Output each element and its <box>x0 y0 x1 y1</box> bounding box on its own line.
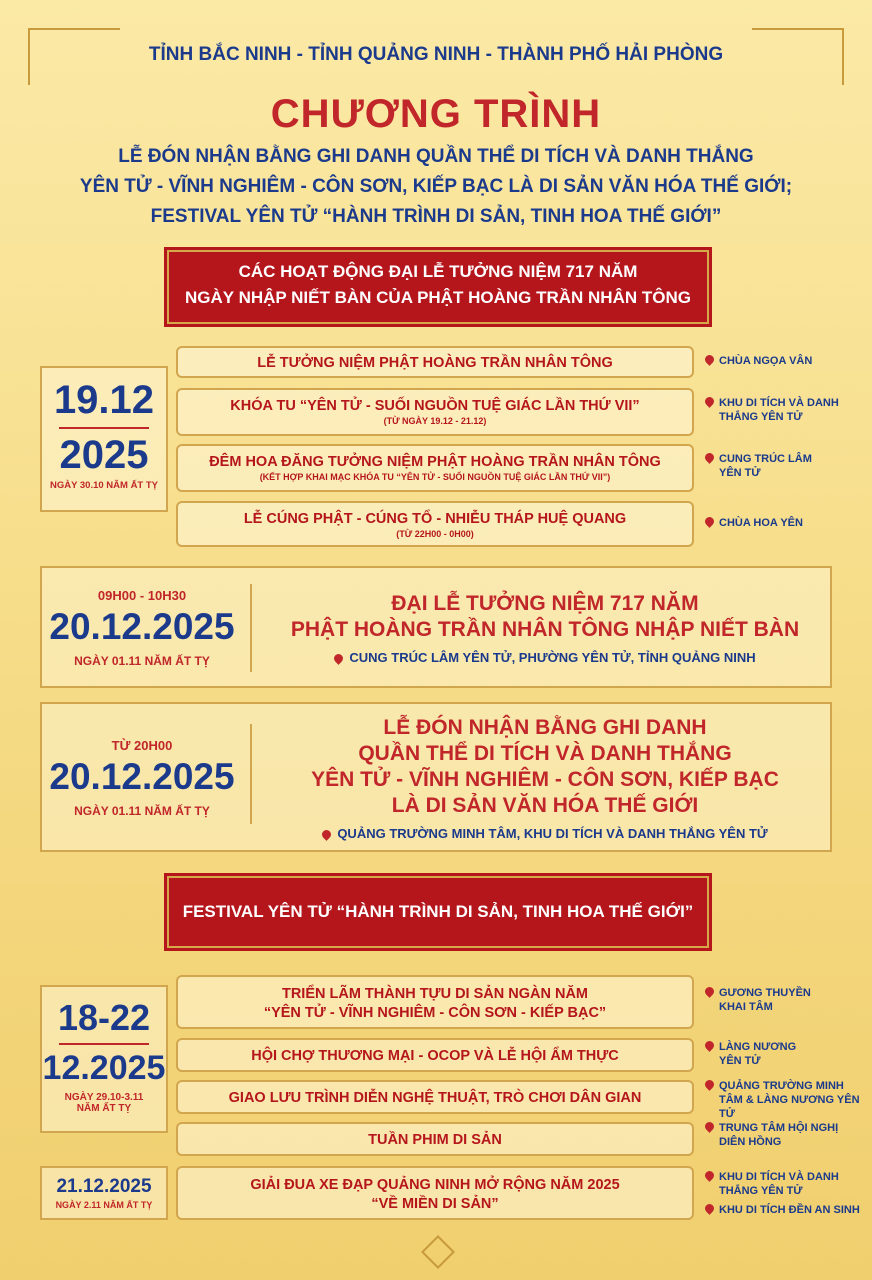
row-title: ĐÊM HOA ĐĂNG TƯỞNG NIỆM PHẬT HOÀNG TRẦN NHÂN TÔNG <box>209 454 661 470</box>
event1-time: 09H00 - 10H30 <box>97 588 187 603</box>
list-item <box>176 346 694 378</box>
row-location <box>705 1040 809 1068</box>
location-text: CHÙA NGỌA VÂN <box>719 355 813 367</box>
date-day: 19.12 <box>53 378 155 422</box>
subtitle-line-2: YÊN TỬ - VĨNH NGHIÊM - CÔN SƠN, KIẾP BẠC LÀ DI SẢN VĂN HÓA THẾ GIỚI; <box>79 176 793 197</box>
location-text: KHU DI TÍCH VÀ DANH THẮNG YÊN TỬ <box>719 1171 839 1197</box>
row-location <box>705 452 829 480</box>
row-note: (TỪ 22H00 - 0H00) <box>396 529 474 539</box>
location-text: QUẢNG TRƯỜNG MINH TÂM & LÀNG NƯƠNG YÊN TỬ <box>719 1080 860 1120</box>
map-pin-icon <box>703 1169 716 1182</box>
event2-box <box>40 702 832 852</box>
location-text: TRUNG TÂM HỘI NGHỊ DIÊN HỒNG <box>719 1122 839 1148</box>
event2-title-line-2: QUẦN THỂ DI TÍCH VÀ DANH THẮNG <box>358 742 732 765</box>
row-location <box>705 1121 849 1149</box>
row-note: (TỪ NGÀY 19.12 - 21.12) <box>383 416 487 426</box>
row-title: LỄ TƯỞNG NIỆM PHẬT HOÀNG TRẦN NHÂN TÔNG <box>257 355 613 371</box>
map-pin-icon <box>703 353 716 366</box>
date-divider <box>59 427 149 429</box>
location-text: KHU DI TÍCH VÀ DANH THẮNG YÊN TỬ <box>719 397 839 423</box>
row-title: LỄ CÚNG PHẬT - CÚNG TỔ - NHIỄU THÁP HUỆ QUANG <box>243 511 627 527</box>
row-location <box>705 1079 869 1121</box>
location-text: KHU DI TÍCH ĐỀN AN SINH <box>719 1204 860 1216</box>
map-pin-icon <box>703 1202 716 1215</box>
bike-date-box <box>40 1166 168 1220</box>
section2-date-box <box>40 985 168 1133</box>
row-location <box>705 1170 869 1198</box>
bike-date: 21.12.2025 <box>56 1176 152 1197</box>
event2-lunar: NGÀY 01.11 NĂM ẤT TỴ <box>74 804 210 818</box>
event2-time: TỪ 20H00 <box>111 738 173 753</box>
section1-banner <box>167 250 709 324</box>
event2-title-line-4: LÀ DI SẢN VĂN HÓA THẾ GIỚI <box>391 794 699 817</box>
row-title: TUẦN PHIM DI SẢN <box>368 1132 502 1148</box>
row-location <box>705 1203 872 1217</box>
list-item <box>176 501 694 547</box>
list-item <box>176 1038 694 1072</box>
event1-box <box>40 566 832 688</box>
divider <box>250 724 252 824</box>
row-title-2: “YÊN TỬ - VĨNH NGHIÊM - CÔN SƠN - KIẾP BẠC” <box>263 1005 607 1021</box>
date-lunar: NGÀY 30.10 NĂM ẤT TỴ <box>49 480 159 491</box>
divider <box>250 584 252 672</box>
map-pin-icon <box>703 1120 716 1133</box>
location-text: CUNG TRÚC LÂM YÊN TỬ, PHƯỜNG YÊN TỬ, TỈNH QUẢNG NINH <box>349 650 756 665</box>
row-title: GIẢI ĐUA XE ĐẠP QUẢNG NINH MỞ RỘNG NĂM 2025 <box>250 1177 620 1193</box>
map-pin-icon <box>703 451 716 464</box>
location-text: LÀNG NƯƠNG YÊN TỬ <box>719 1041 797 1067</box>
event2-title-line-3: YÊN TỬ - VĨNH NGHIÊM - CÔN SƠN, KIẾP BẠC <box>311 768 779 791</box>
row-title: HỘI CHỢ THƯƠNG MẠI - OCOP VÀ LỄ HỘI ẨM THỰC <box>251 1048 619 1064</box>
row-title: TRIỂN LÃM THÀNH TỰU DI SẢN NGÀN NĂM <box>281 986 589 1002</box>
event1-title-line-1: ĐẠI LỄ TƯỞNG NIỆM 717 NĂM <box>391 592 699 615</box>
event1-location <box>256 650 834 665</box>
list-item <box>176 975 694 1029</box>
map-pin-icon <box>320 828 333 841</box>
event2-date: 20.12.2025 <box>49 756 235 797</box>
location-text: QUẢNG TRƯỜNG MINH TÂM, KHU DI TÍCH VÀ DANH THẮNG YÊN TỬ <box>337 826 768 841</box>
row-title: KHÓA TU “YÊN TỬ - SUỐI NGUỒN TUỆ GIÁC LẦN THỨ VII” <box>230 398 640 414</box>
map-pin-icon <box>703 985 716 998</box>
list-item <box>176 1122 694 1156</box>
row-location <box>705 396 869 424</box>
date-year: 2025 <box>59 433 149 477</box>
event1-date: 20.12.2025 <box>49 606 235 647</box>
location-text: CHÙA HOA YÊN <box>719 517 803 529</box>
section1-banner-line-2: NGÀY NHẬP NIẾT BÀN CỦA PHẬT HOÀNG TRẦN NHÂN TÔNG <box>185 288 691 307</box>
date-range: 18-22 <box>57 997 151 1038</box>
list-item <box>176 388 694 436</box>
row-note: (KẾT HỢP KHAI MẠC KHÓA TU “YÊN TỬ - SUỐI NGUỒN TUỆ GIÁC LẦN THỨ VII”) <box>259 472 611 482</box>
subtitle-line-1: LỄ ĐÓN NHẬN BẰNG GHI DANH QUẦN THỂ DI TÍCH VÀ DANH THẮNG <box>118 146 754 167</box>
page-title: CHƯƠNG TRÌNH <box>270 92 602 136</box>
event2-location <box>256 826 834 841</box>
row-title-2: “VỀ MIỀN DI SẢN” <box>371 1196 499 1212</box>
event1-lunar: NGÀY 01.11 NĂM ẤT TỴ <box>74 654 210 668</box>
event1-title-line-2: PHẬT HOÀNG TRẦN NHÂN TÔNG NHẬP NIẾT BÀN <box>290 618 800 641</box>
bottom-ornament-icon <box>421 1235 455 1269</box>
row-location <box>705 516 803 530</box>
list-item <box>176 1080 694 1114</box>
list-item <box>176 1166 694 1220</box>
event2-title-line-1: LỄ ĐÓN NHẬN BẰNG GHI DANH <box>383 716 707 739</box>
date-month: 12.2025 <box>42 1049 166 1087</box>
row-location <box>705 986 819 1014</box>
map-pin-icon <box>333 652 346 665</box>
location-text: GƯƠNG THUYỀN KHAI TÂM <box>719 987 811 1013</box>
date-lunar-2: NĂM ẤT TỴ <box>76 1103 132 1114</box>
section1-banner-line-1: CÁC HOẠT ĐỘNG ĐẠI LỄ TƯỞNG NIỆM 717 NĂM <box>238 262 638 281</box>
map-pin-icon <box>703 395 716 408</box>
bike-lunar: NGÀY 2.11 NĂM ẤT TỴ <box>55 1200 153 1210</box>
subtitle-line-3: FESTIVAL YÊN TỬ “HÀNH TRÌNH DI SẢN, TINH HOA THẾ GIỚI” <box>150 206 722 227</box>
map-pin-icon <box>703 1039 716 1052</box>
map-pin-icon <box>703 1078 716 1091</box>
list-item <box>176 444 694 492</box>
map-pin-icon <box>703 515 716 528</box>
section1-date-box <box>40 366 168 512</box>
location-text: CUNG TRÚC LÂM YÊN TỬ <box>719 453 812 479</box>
row-location <box>705 354 812 368</box>
date-lunar-1: NGÀY 29.10-3.11 <box>64 1092 144 1103</box>
section2-banner: FESTIVAL YÊN TỬ “HÀNH TRÌNH DI SẢN, TINH HOA THẾ GIỚI” <box>167 876 709 948</box>
provinces-header: TỈNH BẮC NINH - TỈNH QUẢNG NINH - THÀNH PHỐ HẢI PHÒNG <box>148 44 724 65</box>
row-title: GIAO LƯU TRÌNH DIỄN NGHỆ THUẬT, TRÒ CHƠI DÂN GIAN <box>228 1090 642 1106</box>
date-divider <box>59 1043 149 1045</box>
